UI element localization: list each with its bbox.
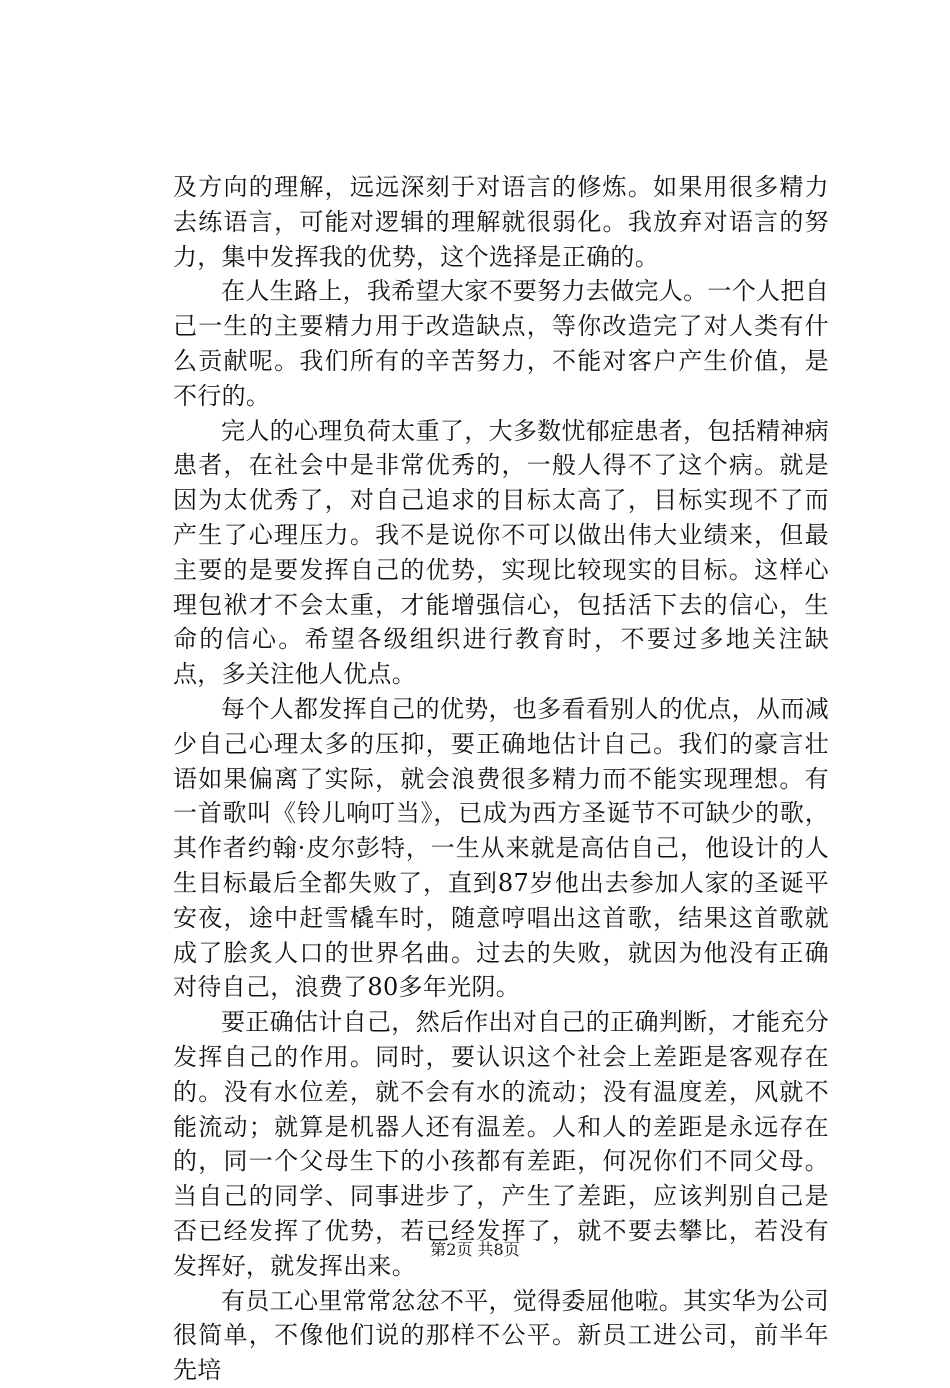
page-footer: 第2页 共8页 xyxy=(430,1240,520,1259)
paragraph: 完人的心理负荷太重了，大多数忧郁症患者，包括精神病患者，在社会中是非常优秀的，一般人得不了这个病。就是因为太优秀了，对自己追求的目标太高了，目标实现不了而产生了心理压力。我不是说你不可以做出伟大业绩来，但最主要的是要发挥自己的优势，实现比较现实的目标。这样心理包袱才不会太重，才能增强信心，包括活下去的信心，生命的信心。希望各级组织进行教育时，不要过多地关注缺点，多关注他人优点。 xyxy=(173,416,829,689)
paragraph: 要正确估计自己，然后作出对自己的正确判断，才能充分发挥自己的作用。同时，要认识这个社会上差距是客观存在的。没有水位差，就不会有水的流动；没有温度差，风就不能流动；就算是机器人还有温差。人和人的差距是永远存在的，同一个父母生下的小孩都有差距，何况你们不同父母。当自己的同学、同事进步了，产生了差距，应该判别自己是否已经发挥了优势，若已经发挥了，就不要去攀比，若没有发挥好，就发挥出来。 xyxy=(173,1008,829,1280)
document-body xyxy=(173,170,829,1388)
paragraph-continued: 及方向的理解，远远深刻于对语言的修炼。如果用很多精力去练语言，可能对逻辑的理解就很弱化。我放弃对语言的努力，集中发挥我的优势，这个选择是正确的。 xyxy=(173,173,829,271)
paragraph: 每个人都发挥自己的优势，也多看看别人的优点，从而减少自己心理太多的压抑，要正确地估计自己。我们的豪言壮语如果偏离了实际，就会浪费很多精力而不能实现理想。有一首歌叫《铃儿响叮当》，已成为西方圣诞节不可缺少的歌，其作者约翰·皮尔彭特，一生从来就是高估自己，他设计的人生目标最后全都失败了，直到87岁他出去参加人家的圣诞平安夜，途中赶雪橇车时，随意哼唱出这首歌，结果这首歌就成了脍炙人口的世界名曲。过去的失败，就因为他没有正确对待自己，浪费了80多年光阴。 xyxy=(173,694,829,1002)
paragraph-truncated: 有员工心里常常忿忿不平，觉得委屈他啦。其实华为公司很简单，不像他们说的那样不公平。新员工进公司，前半年先培 xyxy=(173,1286,829,1385)
paragraph: 在人生路上，我希望大家不要努力去做完人。一个人把自己一生的主要精力用于改造缺点，等你改造完了对人类有什么贡献呢。我们所有的辛苦努力，不能对客户产生价值，是不行的。 xyxy=(173,277,829,410)
